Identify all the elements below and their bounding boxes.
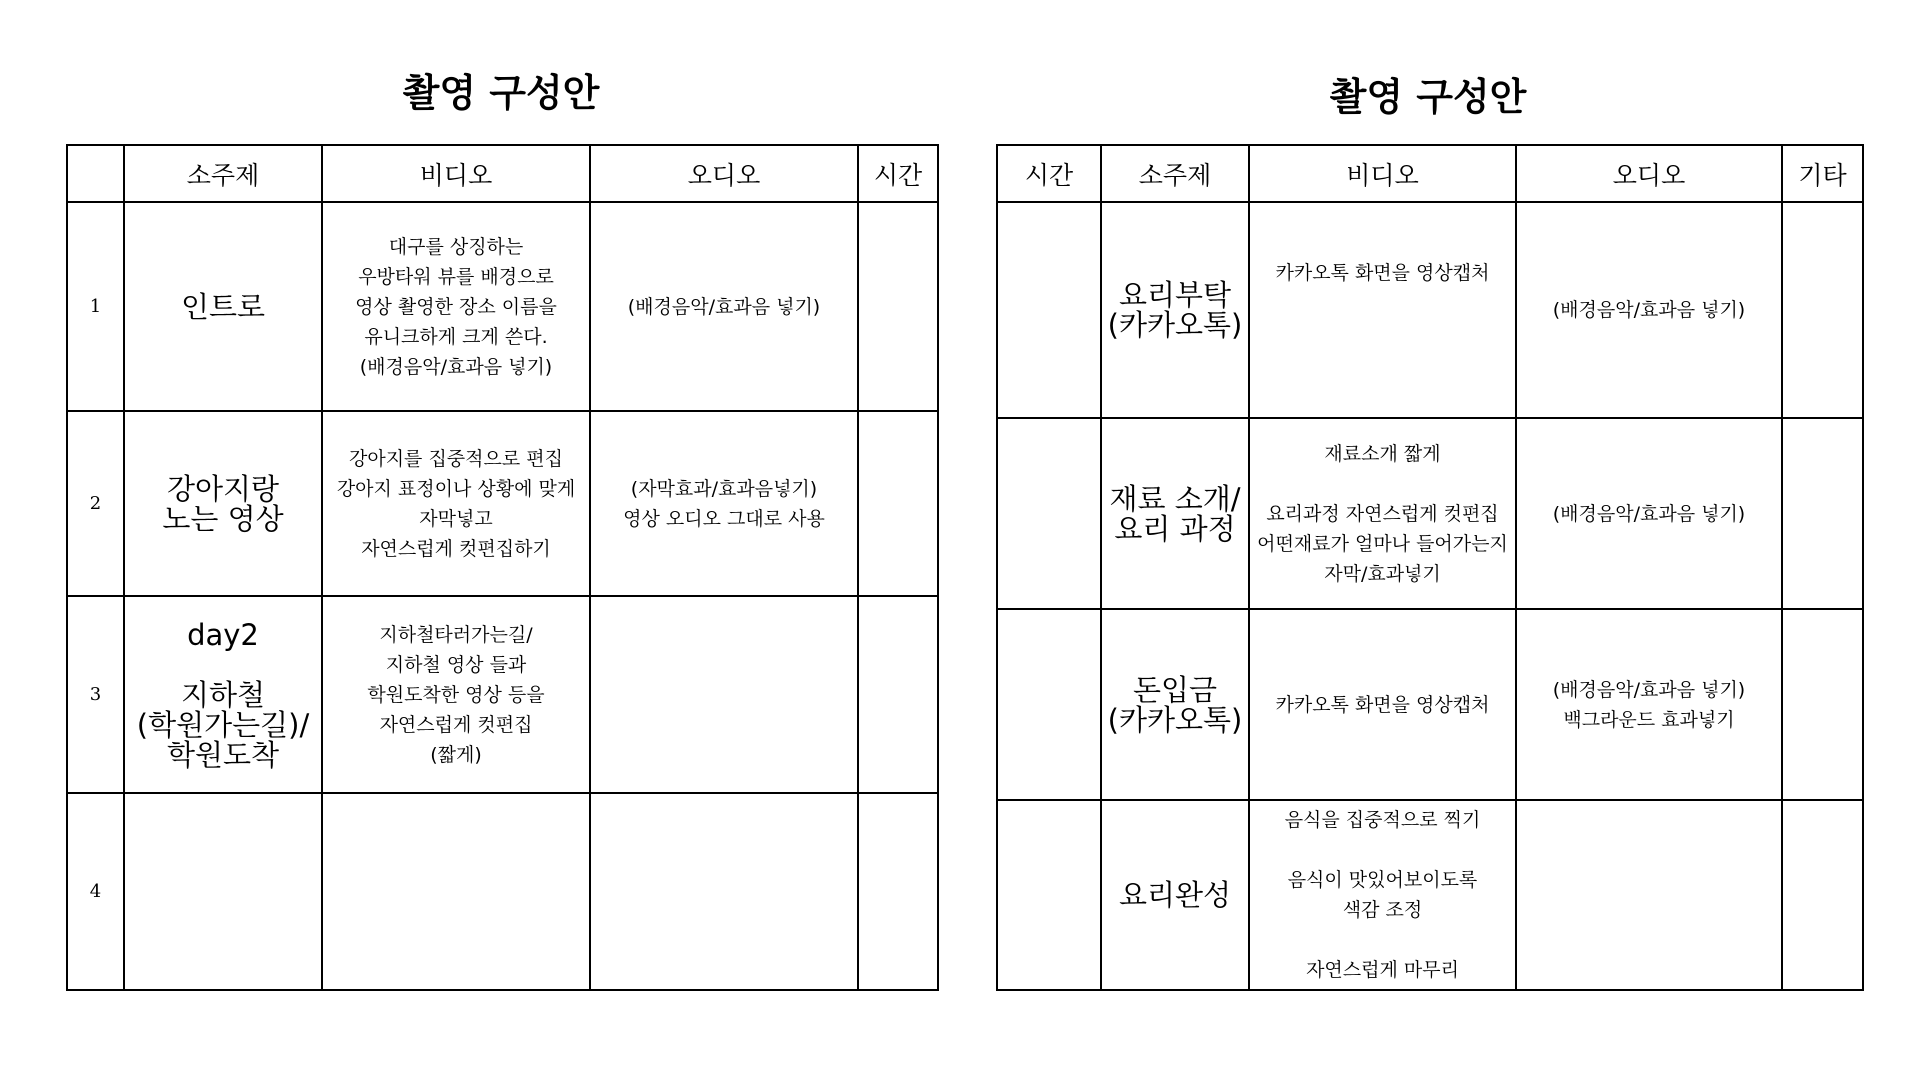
time-cell — [997, 202, 1101, 418]
video-cell: 재료소개 짧게 요리과정 자연스럽게 컷편집 어떤재료가 얼마나 들어가는지 자막/효과넣기 — [1249, 418, 1516, 609]
table-row — [997, 609, 1863, 800]
audio-cell — [590, 596, 858, 793]
audio-cell: (자막효과/효과음넣기) 영상 오디오 그대로 사용 — [590, 411, 858, 596]
left-shooting-plan-table — [66, 144, 939, 991]
time-cell — [997, 418, 1101, 609]
right-header-audio: 오디오 — [1516, 145, 1782, 202]
topic-cell: 돈입금 (카카오톡) — [1101, 609, 1249, 800]
etc-cell — [1782, 418, 1863, 609]
etc-cell — [1782, 609, 1863, 800]
topic-cell: 인트로 — [124, 202, 322, 411]
audio-cell: (배경음악/효과음 넣기) 백그라운드 효과넣기 — [1516, 609, 1782, 800]
video-cell: 지하철타러가는길/ 지하철 영상 들과 학원도착한 영상 등을 자연스럽게 컷편집 (짧게) — [322, 596, 590, 793]
audio-cell: (배경음악/효과음 넣기) — [590, 202, 858, 411]
left-header-video: 비디오 — [322, 145, 590, 202]
left-header-topic: 소주제 — [124, 145, 322, 202]
table-row — [67, 202, 938, 411]
audio-cell: (배경음악/효과음 넣기) — [1516, 202, 1782, 418]
time-cell — [858, 202, 938, 411]
right-header-video: 비디오 — [1249, 145, 1516, 202]
row-number: 3 — [67, 596, 124, 793]
row-number: 4 — [67, 793, 124, 990]
table-row — [67, 411, 938, 596]
audio-cell: (배경음악/효과음 넣기) — [1516, 418, 1782, 609]
table-row — [997, 202, 1863, 418]
left-title: 촬영 구성안 — [402, 71, 600, 115]
left-header-time: 시간 — [858, 145, 938, 202]
audio-cell — [590, 793, 858, 990]
topic-cell: 재료 소개/ 요리 과정 — [1101, 418, 1249, 609]
right-header-topic: 소주제 — [1101, 145, 1249, 202]
left-header-num — [67, 145, 124, 202]
topic-cell: day2 지하철 (학원가는길)/ 학원도착 — [124, 596, 322, 793]
video-cell — [322, 793, 590, 990]
right-header-time: 시간 — [997, 145, 1101, 202]
table-row — [997, 418, 1863, 609]
table-row — [997, 800, 1863, 990]
time-cell — [997, 609, 1101, 800]
left-header-audio: 오디오 — [590, 145, 858, 202]
video-cell: 음식을 집중적으로 찍기 음식이 맛있어보이도록 색감 조정 자연스럽게 마무리 — [1249, 800, 1516, 990]
right-header-etc: 기타 — [1782, 145, 1863, 202]
row-number: 2 — [67, 411, 124, 596]
right-title: 촬영 구성안 — [1329, 75, 1527, 119]
etc-cell — [1782, 800, 1863, 990]
audio-cell — [1516, 800, 1782, 990]
right-header-row — [997, 145, 1863, 202]
time-cell — [858, 596, 938, 793]
time-cell — [997, 800, 1101, 990]
row-number: 1 — [67, 202, 124, 411]
time-cell — [858, 411, 938, 596]
topic-cell: 요리완성 — [1101, 800, 1249, 990]
video-cell: 카카오톡 화면을 영상캡처 — [1249, 609, 1516, 800]
time-cell — [858, 793, 938, 990]
table-row — [67, 793, 938, 990]
right-shooting-plan-table — [996, 144, 1864, 991]
video-cell: 강아지를 집중적으로 편집 강아지 표정이나 상황에 맞게 자막넣고 자연스럽게 컷편집하기 — [322, 411, 590, 596]
video-cell: 대구를 상징하는 우방타워 뷰를 배경으로 영상 촬영한 장소 이름을 유니크하게 크게 쓴다. (배경음악/효과음 넣기) — [322, 202, 590, 411]
topic-cell: 요리부탁 (카카오톡) — [1101, 202, 1249, 418]
video-cell: 카카오톡 화면을 영상캡처 — [1249, 202, 1516, 418]
etc-cell — [1782, 202, 1863, 418]
topic-cell: 강아지랑 노는 영상 — [124, 411, 322, 596]
table-row — [67, 596, 938, 793]
topic-cell — [124, 793, 322, 990]
left-header-row — [67, 145, 938, 202]
